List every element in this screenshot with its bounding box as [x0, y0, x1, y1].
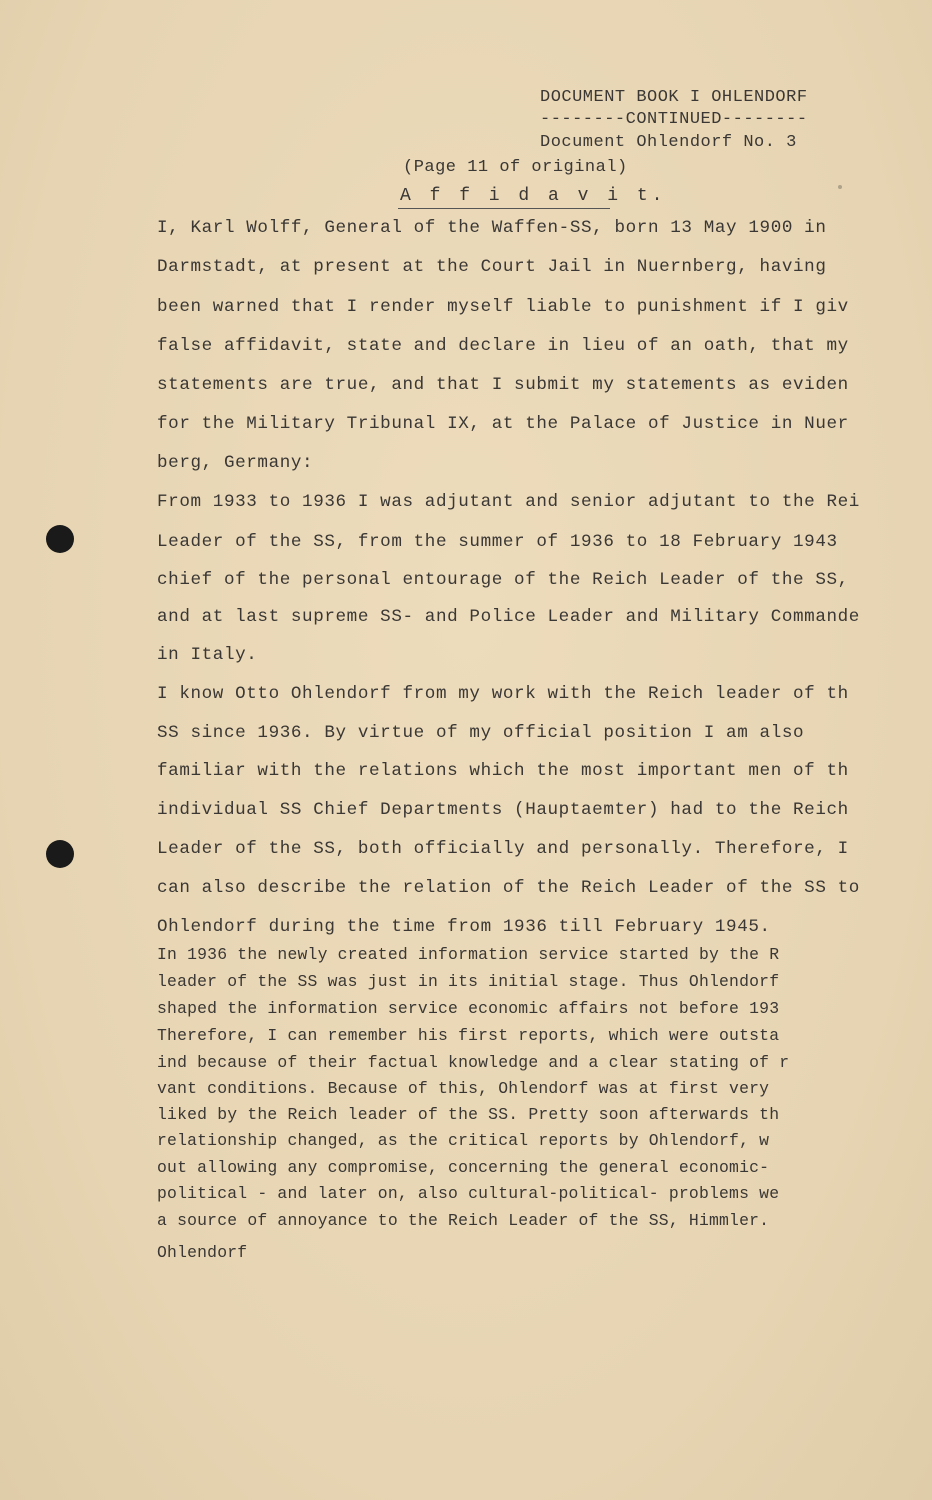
body-line: political - and later on, also cultural-political- problems we	[157, 1184, 780, 1203]
page-reference: (Page 11 of original)	[403, 158, 628, 177]
body-line: a source of annoyance to the Reich Leader of the SS, Himmler.	[157, 1211, 770, 1230]
body-line: familiar with the relations which the most important men of th	[157, 761, 849, 781]
body-line: for the Military Tribunal IX, at the Palace of Justice in Nuer	[157, 414, 849, 434]
body-line: out allowing any compromise, concerning the general economic-	[157, 1158, 770, 1177]
body-line: and at last supreme SS- and Police Leader and Military Commande	[157, 607, 860, 627]
document-number: Document Ohlendorf No. 3	[540, 133, 797, 152]
body-line: liked by the Reich leader of the SS. Pretty soon afterwards th	[157, 1105, 780, 1124]
punch-hole	[46, 840, 74, 868]
body-line: In 1936 the newly created information service started by the R	[157, 945, 780, 964]
body-line: I know Otto Ohlendorf from my work with the Reich leader of th	[157, 684, 849, 704]
body-line: statements are true, and that I submit my statements as eviden	[157, 375, 849, 395]
body-line: relationship changed, as the critical reports by Ohlendorf, w	[157, 1131, 770, 1150]
body-line: been warned that I render myself liable to punishment if I giv	[157, 297, 849, 317]
body-line: From 1933 to 1936 I was adjutant and senior adjutant to the Rei	[157, 492, 860, 512]
body-line: berg, Germany:	[157, 453, 314, 473]
body-line: vant conditions. Because of this, Ohlendorf was at first very	[157, 1079, 770, 1098]
body-line: shaped the information service economic affairs not before 193	[157, 999, 780, 1018]
body-line: Therefore, I can remember his first reports, which were outsta	[157, 1026, 780, 1045]
body-line: ind because of their factual knowledge and a clear stating of r	[157, 1053, 790, 1072]
document-book-header: DOCUMENT BOOK I OHLENDORF	[540, 88, 808, 107]
body-line: false affidavit, state and declare in lieu of an oath, that my	[157, 336, 849, 356]
body-line: can also describe the relation of the Reich Leader of the SS to	[157, 878, 860, 898]
body-line: Ohlendorf	[157, 1243, 248, 1262]
body-line: individual SS Chief Departments (Hauptaemter) had to the Reich	[157, 800, 849, 820]
body-line: Leader of the SS, from the summer of 1936 to 18 February 1943	[157, 532, 838, 552]
body-line: in Italy.	[157, 645, 258, 665]
body-line: I, Karl Wolff, General of the Waffen-SS, born 13 May 1900 in	[157, 218, 827, 238]
body-line: Leader of the SS, both officially and personally. Therefore, I	[157, 839, 849, 859]
body-line: SS since 1936. By virtue of my official position I am also	[157, 723, 805, 743]
ink-smudge	[838, 185, 842, 189]
body-line: leader of the SS was just in its initial stage. Thus Ohlendorf	[157, 972, 780, 991]
body-line: Ohlendorf during the time from 1936 till February 1945.	[157, 917, 771, 937]
continued-label: --------CONTINUED--------	[540, 110, 808, 129]
punch-hole	[46, 525, 74, 553]
document-title: A f f i d a v i t.	[400, 186, 667, 206]
body-line: Darmstadt, at present at the Court Jail in Nuernberg, having	[157, 257, 827, 277]
title-underline	[398, 208, 610, 209]
body-line: chief of the personal entourage of the Reich Leader of the SS,	[157, 570, 849, 590]
